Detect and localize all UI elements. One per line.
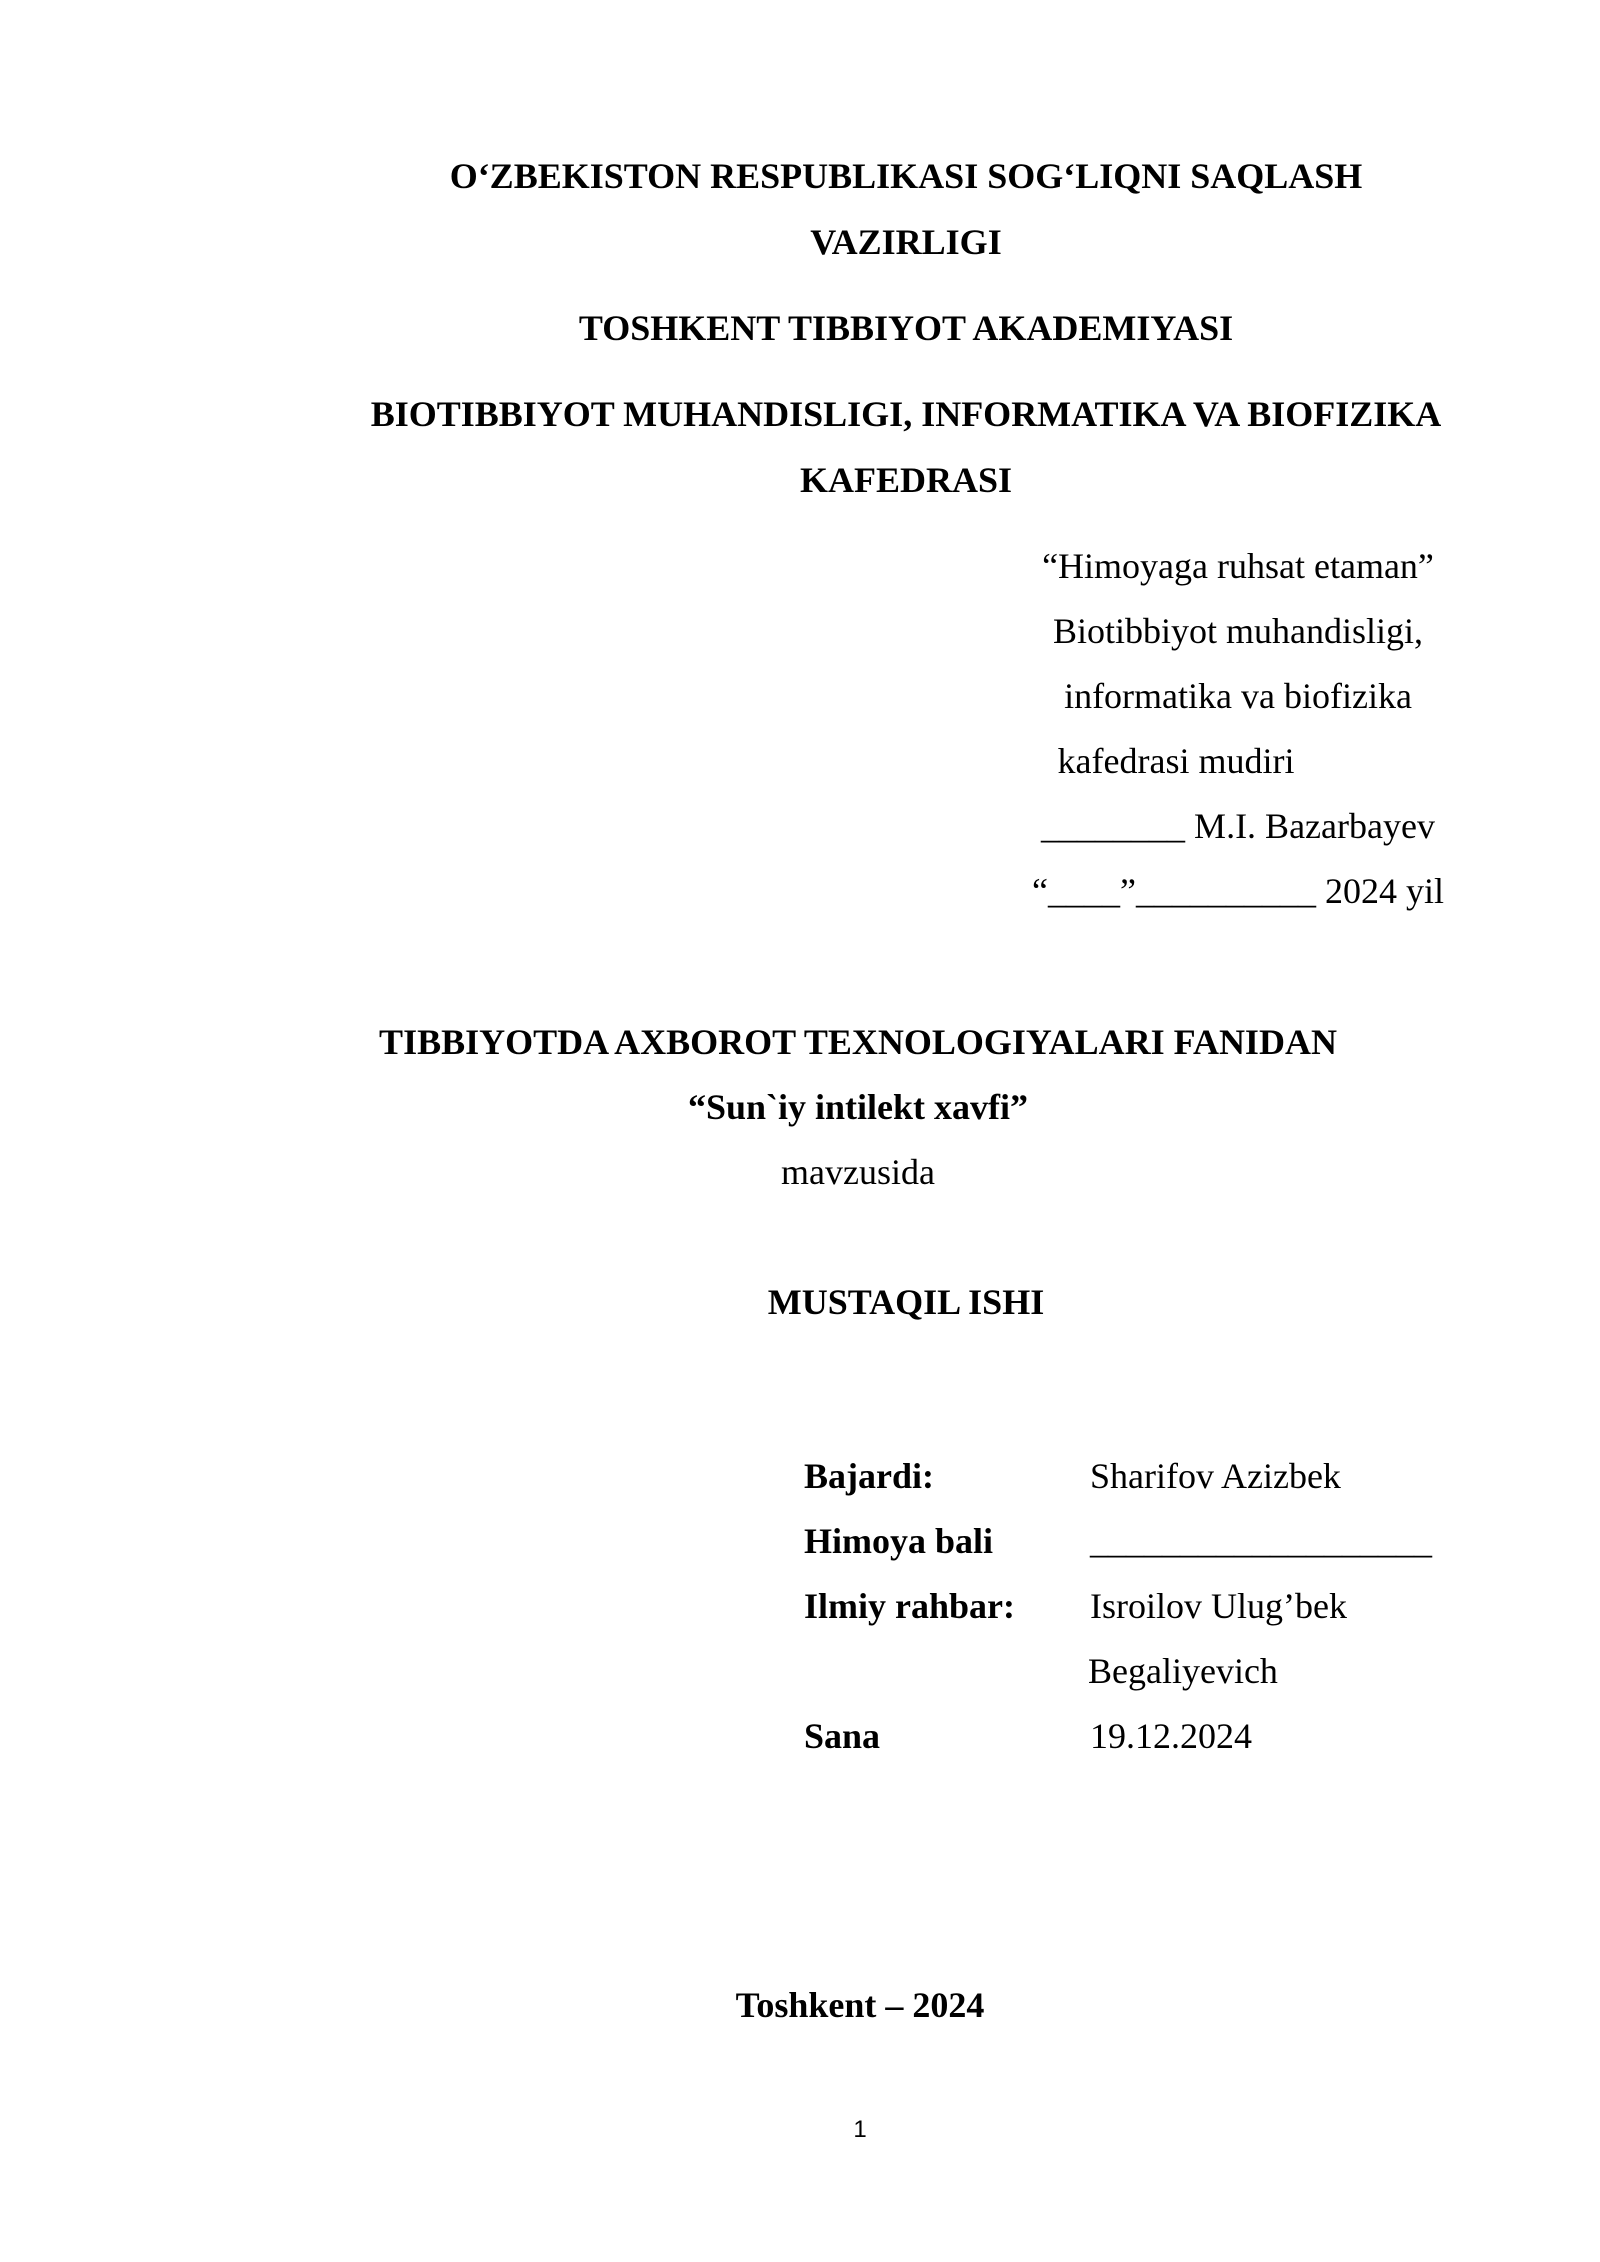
info-value-performer: Sharifov Azizbek (1090, 1456, 1341, 1496)
info-label-supervisor: Ilmiy rahbar: (804, 1586, 1015, 1626)
info-value-date: 19.12.2024 (1090, 1716, 1252, 1756)
approval-date-line: “____”__________ 2024 yil (1032, 871, 1444, 911)
info-value-defense-score: ___________________ (1090, 1521, 1432, 1561)
ministry-title-line2: VAZIRLIGI (810, 222, 1002, 262)
academy-title: TOSHKENT TIBBIYOT AKADEMIYASI (578, 308, 1234, 348)
info-label-defense-score: Himoya bali (804, 1521, 994, 1561)
approval-line1: “Himoyaga ruhsat etaman” (1042, 546, 1434, 586)
info-label-date: Sana (804, 1716, 881, 1756)
ministry-title-line1: O‘ZBEKISTON RESPUBLIKASI SOG‘LIQNI SAQLASH (449, 156, 1363, 196)
city-year: Toshkent – 2024 (735, 1985, 985, 2025)
course-title: TIBBIYOTDA AXBOROT TEXNOLOGIYALARI FANIDAN (379, 1022, 1337, 1062)
approval-signature-line: ________ M.I. Bazarbayev (1041, 806, 1435, 846)
work-type-title: MUSTAQIL ISHI (767, 1282, 1045, 1322)
approval-line4: kafedrasi mudiri (1057, 741, 1295, 781)
department-title-line2: KAFEDRASI (799, 460, 1013, 500)
info-value-supervisor: Isroilov Ulug’bek (1090, 1586, 1347, 1626)
topic-title: “Sun`iy intilekt xavfi” (687, 1087, 1029, 1127)
info-value-supervisor-cont: Begaliyevich (1088, 1651, 1278, 1691)
info-label-performer: Bajardi: (804, 1456, 934, 1496)
approval-line3: informatika va biofizika (1064, 676, 1412, 716)
approval-line2: Biotibbiyot muhandisligi, (1052, 611, 1424, 651)
department-title-line1: BIOTIBBIYOT MUHANDISLIGI, INFORMATIKA VA BIOFIZIKA (370, 394, 1442, 434)
page-number: 1 (853, 2116, 867, 2143)
topic-suffix: mavzusida (781, 1152, 935, 1192)
